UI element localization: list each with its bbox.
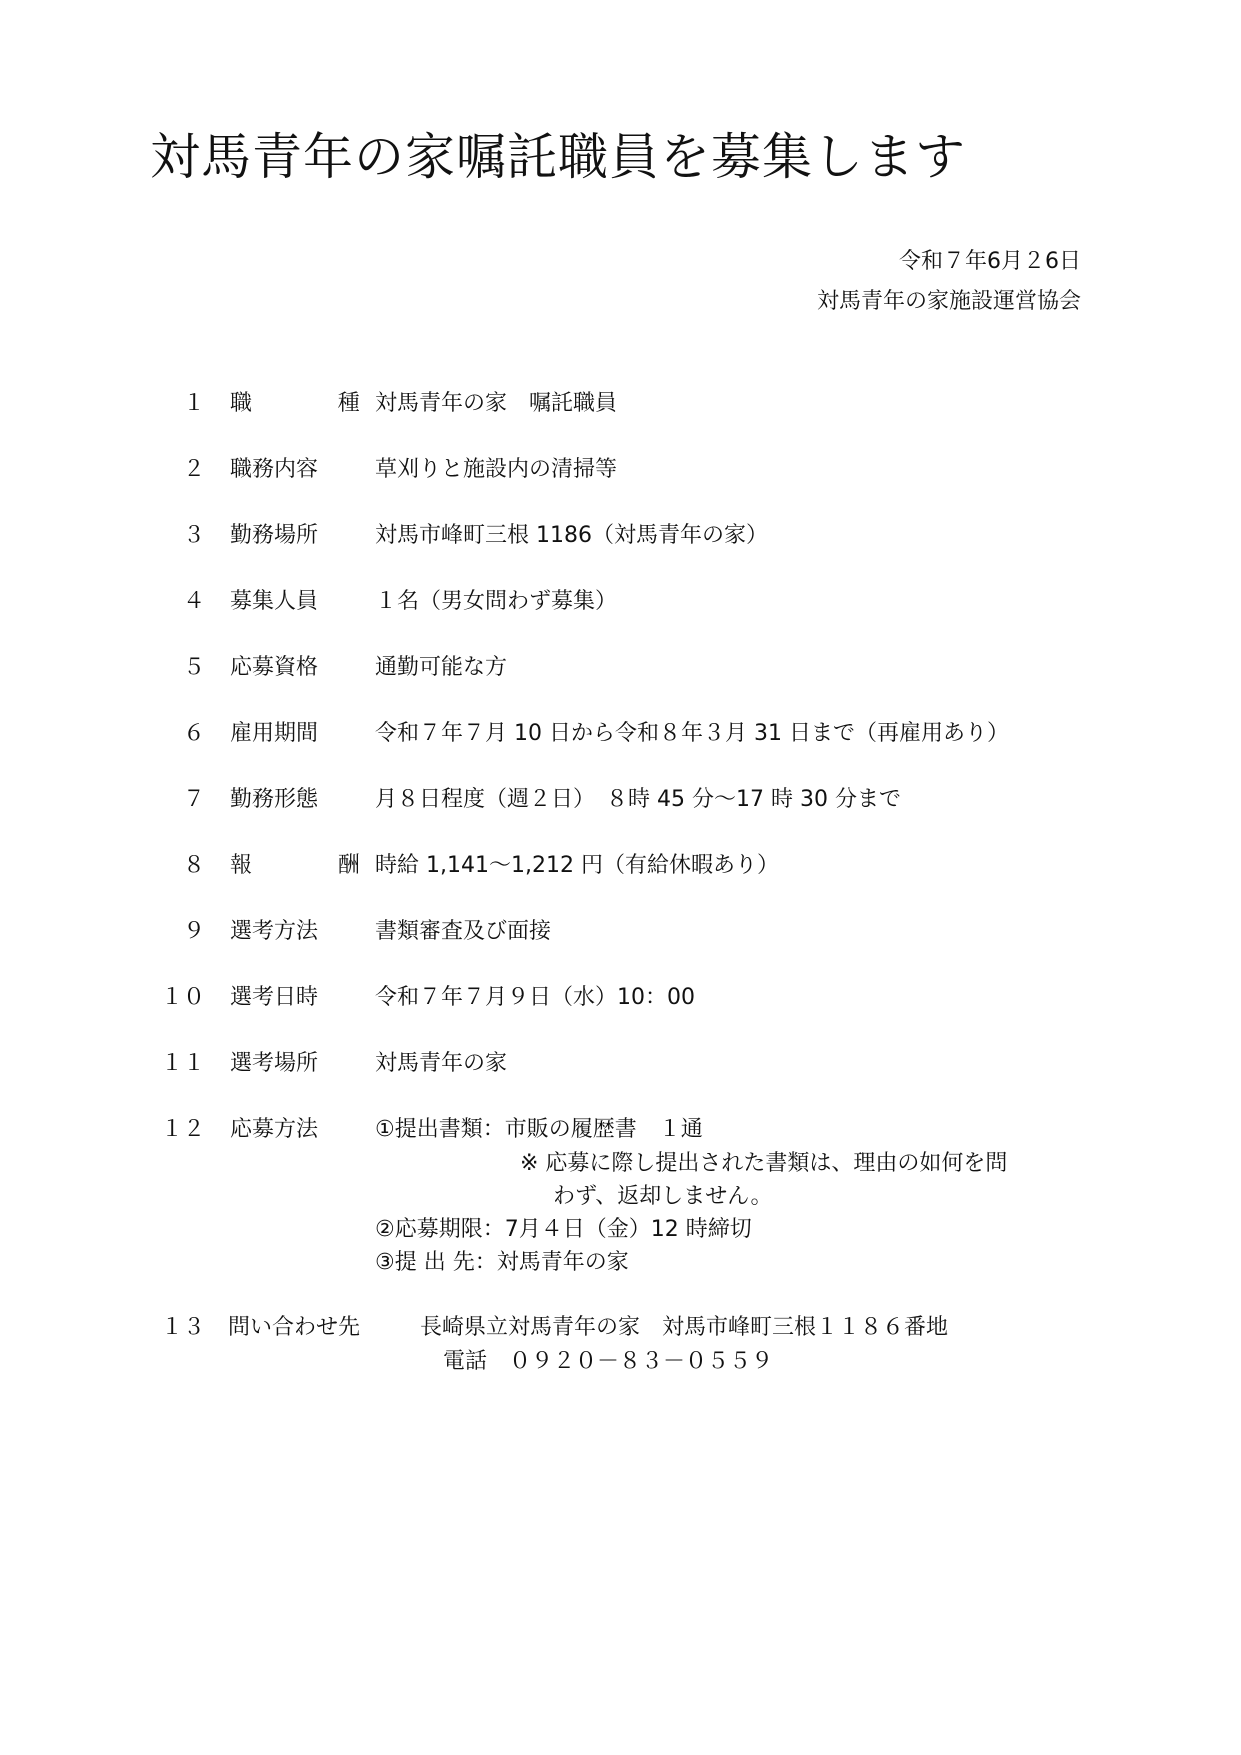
item-number: ２ [182, 457, 205, 482]
item-value: 対馬青年の家 嘱託職員 [375, 391, 618, 416]
item-label: 応募方法 [230, 1117, 319, 1142]
item-number: １１ [160, 1051, 205, 1076]
contact-label: 問い合わせ先 [228, 1315, 361, 1340]
item-value: 草刈りと施設内の清掃等 [375, 457, 618, 482]
item-number: ５ [182, 655, 205, 680]
item-label: 選考日時 [230, 985, 319, 1010]
item-label: 勤務場所 [230, 523, 319, 548]
item-value: 対馬青年の家 [375, 1051, 508, 1076]
item-number: ３ [182, 523, 205, 548]
item-label: 職 種 [230, 391, 392, 416]
item-value: １名（男女問わず募集） [375, 589, 618, 614]
item-label: 雇用期間 [230, 721, 319, 746]
application-deadline: ②応募期限：7月４日（金）12 時締切 [375, 1217, 752, 1242]
item-value: 月８日程度（週２日） ８時 45 分～17 時 30 分まで [375, 787, 901, 812]
item-label: 選考方法 [230, 919, 319, 944]
item-value: 令和７年７月９日（水）10：00 [375, 985, 695, 1010]
item-label: 募集人員 [230, 589, 319, 614]
application-note-line2: わず、返却しません。 [553, 1184, 773, 1209]
item-number: ４ [182, 589, 205, 614]
page-title: 対馬青年の家嘱託職員を募集します [150, 128, 966, 186]
item-label: 応募資格 [230, 655, 319, 680]
item-value: 書類審査及び面接 [375, 919, 552, 944]
item-number: ８ [182, 853, 205, 878]
item-label: 選考場所 [230, 1051, 319, 1076]
contact-phone: 電話 ０９２０－８３－０５５９ [443, 1349, 774, 1374]
application-destination: ③提 出 先：対馬青年の家 [375, 1250, 629, 1275]
item-number: ９ [182, 919, 205, 944]
item-number: １２ [160, 1117, 205, 1142]
item-value: 対馬市峰町三根 1186（対馬青年の家） [375, 523, 768, 548]
item-number: ６ [182, 721, 205, 746]
item-value: ①提出書類：市販の履歴書 １通 [375, 1117, 703, 1142]
item-value: 通勤可能な方 [375, 655, 508, 680]
item-number: １０ [160, 985, 205, 1010]
application-note-line1: ※ 応募に際し提出された書類は、理由の如何を問 [520, 1151, 1008, 1176]
item-number: １ [182, 391, 205, 416]
item-value: 令和７年７月 10 日から令和８年３月 31 日まで（再雇用あり） [375, 721, 1009, 746]
item-value: 時給 1,141～1,212 円（有給休暇あり） [375, 853, 779, 878]
item-number: ７ [182, 787, 205, 812]
issue-date: 令和７年6月２6日 [899, 249, 1081, 274]
item-label: 職務内容 [230, 457, 319, 482]
item-label: 報 酬 [230, 853, 392, 878]
item-number: １３ [160, 1315, 205, 1340]
issuing-organization: 対馬青年の家施設運営協会 [816, 289, 1081, 314]
item-label: 勤務形態 [230, 787, 319, 812]
contact-address: 長崎県立対馬青年の家 対馬市峰町三根１１８６番地 [420, 1315, 949, 1340]
